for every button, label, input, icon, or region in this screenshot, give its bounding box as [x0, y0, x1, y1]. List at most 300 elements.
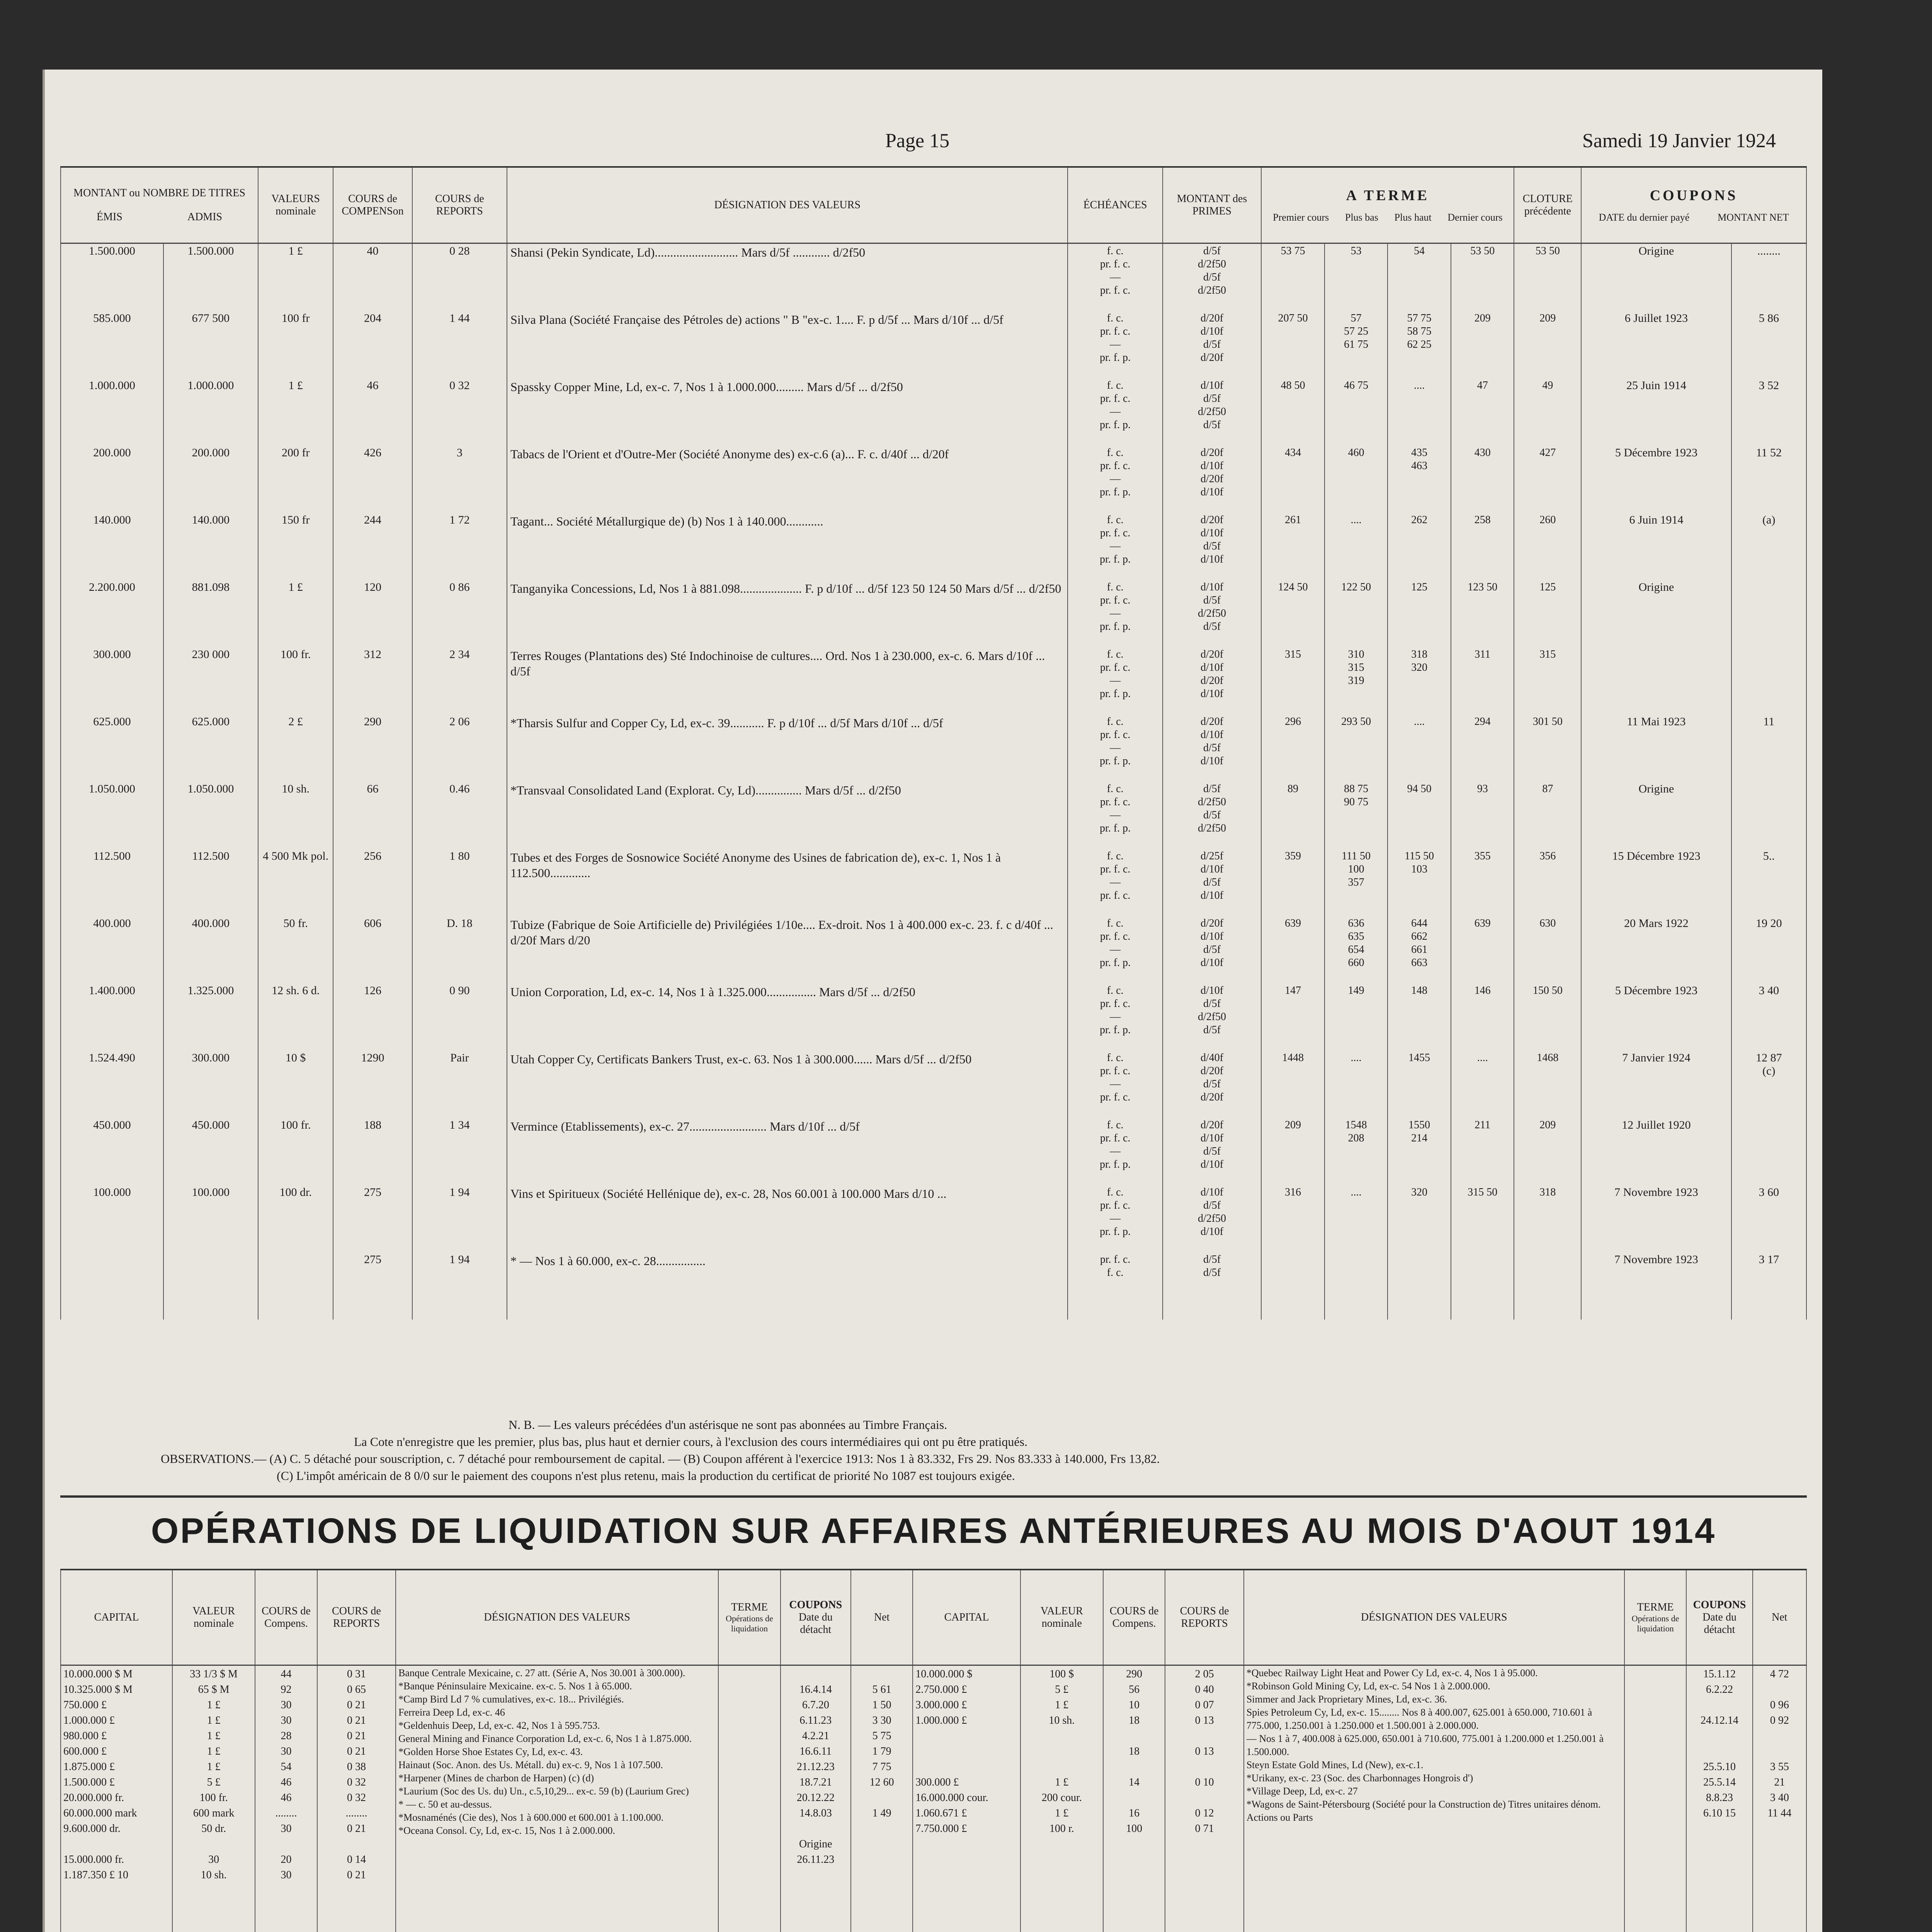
- lt-cell: [1624, 1665, 1687, 1932]
- quote-cell-p: 639: [1261, 916, 1325, 983]
- lt-cell: 2 05 0 40 0 07 0 13 0 13 0 10 0 12 0 71: [1165, 1665, 1243, 1932]
- quote-cell-name: *Transvaal Consolidated Land (Explorat. Cy, Ld)............... Mars d/5f ... d/2f50: [507, 782, 1068, 849]
- quote-cell-date: 15 Décembre 1923: [1581, 849, 1731, 916]
- quote-cell-emis: 2.200.000: [61, 580, 163, 647]
- quote-cell-ech: f. c. pr. f. c. — pr. f. p.: [1068, 916, 1162, 983]
- col-cloture: CLOTURE précédente: [1514, 167, 1581, 243]
- lt-capital-r: CAPITAL: [913, 1570, 1020, 1665]
- quote-cell-b: 636 635 654 660: [1325, 916, 1388, 983]
- quote-cell-ech: f. c. pr. f. c. — pr. f. p.: [1068, 446, 1162, 513]
- note-nb: N. B. — Les valeurs précédées d'un astérisque ne sont pas abonnées au Timbre Français.: [509, 1418, 947, 1432]
- quote-cell-val: 200 fr: [258, 446, 333, 513]
- quote-cell-h: 1550 214: [1388, 1118, 1451, 1185]
- quote-cell-d: 209: [1451, 311, 1514, 378]
- quote-cell-val: 10 $: [258, 1051, 333, 1118]
- quote-cell-rep: 0.46: [412, 782, 507, 849]
- col-primes: MONTANT des PRIMES: [1163, 167, 1262, 243]
- quote-cell-b: 1548 208: [1325, 1118, 1388, 1185]
- col-a-terme: A TERME Premier cours Plus bas Plus haut Dernier cours: [1261, 167, 1514, 243]
- quote-cell-h: 435 463: [1388, 446, 1451, 513]
- liquidation-title: OPÉRATIONS DE LIQUIDATION SUR AFFAIRES ANTÉRIEURES AU MOIS D'AOUT 1914: [151, 1511, 1716, 1551]
- quote-cell-clo: 427: [1514, 446, 1581, 513]
- main-table-body: [61, 243, 1806, 1320]
- quote-cell-primes: d/5f d/2f50 d/5f d/2f50: [1163, 243, 1262, 311]
- quote-cell-d: 53 50: [1451, 243, 1514, 311]
- quote-cell-comp: 188: [333, 1118, 412, 1185]
- quote-cell-ech: f. c. pr. f. c. — pr. f. p.: [1068, 378, 1162, 446]
- quote-cell-ech: f. c. pr. f. c. — pr. f. p.: [1068, 983, 1162, 1051]
- quote-cell-val: 50 fr.: [258, 916, 333, 983]
- quote-row: [61, 580, 1806, 647]
- quote-cell-admis: 100.000: [163, 1185, 258, 1252]
- quote-cell-emis: 1.400.000: [61, 983, 163, 1051]
- quote-cell-p: 207 50: [1261, 311, 1325, 378]
- quote-cell-admis: 300.000: [163, 1051, 258, 1118]
- quote-cell-d: ....: [1451, 1051, 1514, 1118]
- quote-cell-primes: d/5f d/5f: [1163, 1252, 1262, 1320]
- quote-cell-name: Tubes et des Forges de Sosnowice Société Anonyme des Usines de fabrication de), ex-c. 1, Nos 1 à 112.500.............: [507, 849, 1068, 916]
- quote-cell-name: Utah Copper Cy, Certificats Bankers Trust, ex-c. 63. Nos 1 à 300.000...... Mars d/5f ... d/2f50: [507, 1051, 1068, 1118]
- quote-cell-b: ....: [1325, 1185, 1388, 1252]
- quote-cell-admis: 200.000: [163, 446, 258, 513]
- quote-cell-comp: 606: [333, 916, 412, 983]
- quote-cell-admis: 450.000: [163, 1118, 258, 1185]
- quote-cell-rep: 1 44: [412, 311, 507, 378]
- quote-cell-net: ........: [1731, 243, 1806, 311]
- quote-cell-admis: [163, 1252, 258, 1320]
- quote-cell-rep: 1 94: [412, 1252, 507, 1320]
- quote-cell-p: 316: [1261, 1185, 1325, 1252]
- lt-cell: 16.4.14 6.7.20 6.11.23 4.2.21 16.6.11 21.12.23 18.7.21 20.12.22 14.8.03 Origine 26.11.23: [781, 1665, 851, 1932]
- quote-cell-date: Origine: [1581, 243, 1731, 311]
- lt-cell: 4 72 0 96 0 92 3 55 21 3 40 11 44: [1753, 1665, 1806, 1932]
- lt-cours-comp-r: COURS de Compens.: [1103, 1570, 1165, 1665]
- quote-cell-val: 150 fr: [258, 513, 333, 580]
- quote-cell-comp: 66: [333, 782, 412, 849]
- quote-cell-name: Shansi (Pekin Syndicate, Ld)........................... Mars d/5f ............ d/2f50: [507, 243, 1068, 311]
- quote-cell-emis: 400.000: [61, 916, 163, 983]
- quote-row: [61, 446, 1806, 513]
- separator: [60, 1495, 1807, 1498]
- quote-cell-primes: d/10f d/5f d/2f50 d/5f: [1163, 983, 1262, 1051]
- quote-cell-name: *Tharsis Sulfur and Copper Cy, Ld, ex-c. 39........... F. p d/10f ... d/5f Mars d/10f ... d/5f: [507, 714, 1068, 782]
- quote-cell-p: [1261, 1252, 1325, 1320]
- quote-cell-val: 1 £: [258, 378, 333, 446]
- quote-cell-h: 318 320: [1388, 647, 1451, 714]
- quote-cell-p: 1448: [1261, 1051, 1325, 1118]
- quote-cell-val: 2 £: [258, 714, 333, 782]
- quote-cell-comp: 256: [333, 849, 412, 916]
- lt-cell: 100 $ 5 £ 1 £ 10 sh. 1 £ 200 cour. 1 £ 100 r.: [1020, 1665, 1103, 1932]
- quote-cell-comp: 244: [333, 513, 412, 580]
- quote-cell-p: 124 50: [1261, 580, 1325, 647]
- lt-cell: [718, 1665, 781, 1932]
- quote-cell-emis: 1.050.000: [61, 782, 163, 849]
- lt-terme: TERME Opérations de liquidation: [718, 1570, 781, 1665]
- quote-cell-rep: 1 34: [412, 1118, 507, 1185]
- lt-capital: CAPITAL: [61, 1570, 172, 1665]
- quote-cell-admis: 230 000: [163, 647, 258, 714]
- quote-cell-date: Origine: [1581, 782, 1731, 849]
- quote-cell-net: 5 86: [1731, 311, 1806, 378]
- quote-cell-clo: 356: [1514, 849, 1581, 916]
- quote-cell-emis: 1.524.490: [61, 1051, 163, 1118]
- quote-cell-clo: 318: [1514, 1185, 1581, 1252]
- lt-designation: DÉSIGNATION DES VALEURS: [396, 1570, 718, 1665]
- quote-cell-rep: 1 94: [412, 1185, 507, 1252]
- quote-row: [61, 243, 1806, 311]
- quote-cell-primes: d/20f d/10f d/5f d/10f: [1163, 513, 1262, 580]
- lt-cell: Banque Centrale Mexicaine, c. 27 att. (Série A, Nos 30.001 à 300.000). *Banque Péninsulaire Mexicaine. ex-c. 5. Nos 1 à 65.000. *Camp Bird Ld 7 % cumulatives, ex-c. 18... Privilégiés. Ferreira Deep Ld, ex-c. 46 *Geldenhuis Deep, Ld, ex-c. 42, Nos 1 à 595.753. General Mining and Finance Corporation Ld, ex-c. 6, Nos 1 à 1.875.000. *Golden Horse Shoe Estates Cy, Ld, ex-c. 43. Hainaut (Soc. Anon. des Us. Métall. du) ex-c. 9, Nos 1 à 107.500. *Harpener (Mines de charbon de Harpen) (c) (d) *Laurium (Soc des Us. du) Un., c.5,10,29... ex-c. 59 (b) (Laurium Grec) * — c. 50 et au-dessus. *Mosnaménés (Cie des), Nos 1 à 600.000 et 600.001 à 1.100.000. *Oceana Consol. Cy, Ld, ex-c. 15, Nos 1 à 2.000.000.: [396, 1665, 718, 1932]
- quote-cell-h: 115 50 103: [1388, 849, 1451, 916]
- quote-cell-ech: f. c. pr. f. c. — pr. f. p.: [1068, 1118, 1162, 1185]
- quote-cell-primes: d/25f d/10f d/5f d/10f: [1163, 849, 1262, 916]
- lt-cell: *Quebec Railway Light Heat and Power Cy Ld, ex-c. 4, Nos 1 à 95.000. *Robinson Gold Mining Cy, Ld, ex-c. 54 Nos 1 à 2.000.000. Simmer and Jack Proprietary Mines, Ld, ex-c. 36. Spies Petroleum Cy, Ld, ex-c. 15........ Nos 8 à 400.007, 625.001 à 650.000, 710.601 à 775.000, 1.250.001 à 1.250.000 et 1.500.001 à 2.000.000. — Nos 1 à 7, 400.008 à 625.000, 650.001 à 710.600, 775.001 à 1.200.000 et 1.250.001 à 1.500.000. Steyn Estate Gold Mines, Ld (New), ex-c.1. *Urikany, ex-c. 23 (Soc. des Charbonnages Hongrois d') *Village Deep, Ld, ex-c. 27 *Wagons de Saint-Pétersbourg (Société pour la Construction de) Titres unitaires dénom. Actions ou Parts: [1244, 1665, 1624, 1932]
- lt-valeur-r: VALEUR nominale: [1020, 1570, 1103, 1665]
- quote-cell-b: ....: [1325, 1051, 1388, 1118]
- quote-cell-p: 89: [1261, 782, 1325, 849]
- quote-cell-name: Union Corporation, Ld, ex-c. 14, Nos 1 à 1.325.000................ Mars d/5f ... d/2f50: [507, 983, 1068, 1051]
- col-montant-net: MONTANT NET: [1718, 212, 1789, 223]
- quote-cell-primes: d/10f d/5f d/2f50 d/10f: [1163, 1185, 1262, 1252]
- quote-cell-b: 310 315 319: [1325, 647, 1388, 714]
- quote-cell-ech: f. c. pr. f. c. — pr. f. p.: [1068, 647, 1162, 714]
- quote-cell-primes: d/20f d/10f d/5f d/10f: [1163, 1118, 1262, 1185]
- quote-cell-name: Spassky Copper Mine, Ld, ex-c. 7, Nos 1 à 1.000.000......... Mars d/5f ... d/2f50: [507, 378, 1068, 446]
- main-quotes-table: [60, 166, 1807, 1320]
- quote-cell-comp: 40: [333, 243, 412, 311]
- quote-cell-primes: d/10f d/5f d/2f50 d/5f: [1163, 378, 1262, 446]
- quote-cell-p: 359: [1261, 849, 1325, 916]
- quote-cell-admis: 400.000: [163, 916, 258, 983]
- quote-row: [61, 311, 1806, 378]
- quote-cell-comp: 275: [333, 1185, 412, 1252]
- newspaper-page: [43, 70, 1822, 1932]
- quote-cell-net: 11 52: [1731, 446, 1806, 513]
- lt-cours-comp: COURS de Compens.: [255, 1570, 317, 1665]
- quote-cell-clo: 315: [1514, 647, 1581, 714]
- quote-cell-net: 3 60: [1731, 1185, 1806, 1252]
- quote-row: [61, 782, 1806, 849]
- quote-cell-primes: d/20f d/10f d/5f d/20f: [1163, 311, 1262, 378]
- quote-cell-admis: 1.000.000: [163, 378, 258, 446]
- quote-cell-comp: 312: [333, 647, 412, 714]
- quote-cell-primes: d/20f d/10f d/5f d/10f: [1163, 916, 1262, 983]
- quote-cell-ech: f. c. pr. f. c. — pr. f. c.: [1068, 849, 1162, 916]
- quote-cell-net: 19 20: [1731, 916, 1806, 983]
- quote-cell-primes: d/20f d/10f d/20f d/10f: [1163, 647, 1262, 714]
- note-cote: La Cote n'enregistre que les premier, plus bas, plus haut et dernier cours, à l'exclusion des cours intermédiaires qui ont pu être pratiqués.: [354, 1435, 1028, 1449]
- quote-row: [61, 714, 1806, 782]
- quote-cell-h: 148: [1388, 983, 1451, 1051]
- quote-cell-ech: f. c. pr. f. c. — pr. f. p.: [1068, 311, 1162, 378]
- quote-row: [61, 513, 1806, 580]
- quote-cell-val: 10 sh.: [258, 782, 333, 849]
- quote-cell-emis: 112.500: [61, 849, 163, 916]
- quote-cell-primes: d/5f d/2f50 d/5f d/2f50: [1163, 782, 1262, 849]
- lt-net: Net: [851, 1570, 913, 1665]
- quote-cell-name: Tanganyika Concessions, Ld, Nos 1 à 881.098.................... F. p d/10f ... d/5f 123 50 124 50 Mars d/5f ... d/2f50: [507, 580, 1068, 647]
- quote-cell-net: 3 17: [1731, 1252, 1806, 1320]
- lt-cours-rep-r: COURS de REPORTS: [1165, 1570, 1243, 1665]
- quote-cell-clo: 301 50: [1514, 714, 1581, 782]
- quote-cell-date: Origine: [1581, 580, 1731, 647]
- quote-row: [61, 1051, 1806, 1118]
- quote-cell-b: ....: [1325, 513, 1388, 580]
- col-dernier: Dernier cours: [1447, 212, 1503, 223]
- quote-cell-val: [258, 1252, 333, 1320]
- note-impot: (C) L'impôt américain de 8 0/0 sur le paiement des coupons n'est plus retenu, mais la production du certificat de priorité No 1087 est toujours exigée.: [277, 1469, 1015, 1483]
- quote-cell-rep: 2 06: [412, 714, 507, 782]
- quote-cell-comp: 426: [333, 446, 412, 513]
- quote-cell-clo: [1514, 1252, 1581, 1320]
- col-cours-rep: COURS de REPORTS: [412, 167, 507, 243]
- col-echeances: ÉCHÉANCES: [1068, 167, 1162, 243]
- quote-cell-net: 3 40: [1731, 983, 1806, 1051]
- quote-cell-p: 261: [1261, 513, 1325, 580]
- quote-cell-clo: 1468: [1514, 1051, 1581, 1118]
- lt-net-r: Net: [1753, 1570, 1806, 1665]
- quote-cell-name: Terres Rouges (Plantations des) Sté Indochinoise de cultures.... Ord. Nos 1 à 230.000, ex-c. 6. Mars d/10f ... d/5f: [507, 647, 1068, 714]
- quote-cell-p: 315: [1261, 647, 1325, 714]
- quote-cell-h: 644 662 661 663: [1388, 916, 1451, 983]
- quote-cell-date: [1581, 647, 1731, 714]
- quote-cell-clo: 53 50: [1514, 243, 1581, 311]
- col-plus-bas: Plus bas: [1345, 212, 1378, 223]
- lt-cell: 5 61 1 50 3 30 5 75 1 79 7 75 12 60 1 49: [851, 1665, 913, 1932]
- quote-cell-h: 1455: [1388, 1051, 1451, 1118]
- quote-row: [61, 1118, 1806, 1185]
- main-notes: [161, 1416, 1706, 1484]
- lt-cell: 10.000.000 $ 2.750.000 £ 3.000.000 £ 1.000.000 £ 300.000 £ 16.000.000 cour. 1.060.671 £ 7.750.000 £: [913, 1665, 1020, 1932]
- quote-cell-ech: f. c. pr. f. c. — pr. f. c.: [1068, 243, 1162, 311]
- quote-cell-d: 211: [1451, 1118, 1514, 1185]
- quote-cell-d: 639: [1451, 916, 1514, 983]
- quote-cell-p: 209: [1261, 1118, 1325, 1185]
- quote-cell-clo: 209: [1514, 1118, 1581, 1185]
- quote-cell-b: 111 50 100 357: [1325, 849, 1388, 916]
- quote-row: [61, 1252, 1806, 1320]
- quote-cell-admis: 1.500.000: [163, 243, 258, 311]
- page-number: Page 15: [885, 130, 950, 152]
- quote-cell-date: 25 Juin 1914: [1581, 378, 1731, 446]
- quote-cell-admis: 140.000: [163, 513, 258, 580]
- quote-cell-val: 12 sh. 6 d.: [258, 983, 333, 1051]
- quote-cell-p: 434: [1261, 446, 1325, 513]
- quote-cell-b: 88 75 90 75: [1325, 782, 1388, 849]
- quote-cell-primes: d/20f d/10f d/5f d/10f: [1163, 714, 1262, 782]
- quote-cell-b: 460: [1325, 446, 1388, 513]
- quote-cell-emis: 1.000.000: [61, 378, 163, 446]
- quote-cell-comp: 204: [333, 311, 412, 378]
- quote-cell-date: 5 Décembre 1923: [1581, 983, 1731, 1051]
- quote-row: [61, 849, 1806, 916]
- quote-cell-date: 5 Décembre 1923: [1581, 446, 1731, 513]
- col-admis: ADMIS: [187, 211, 223, 223]
- quote-cell-val: 100 fr: [258, 311, 333, 378]
- quote-cell-name: Tabacs de l'Orient et d'Outre-Mer (Société Anonyme des) ex-c.6 (a)... F. c. d/40f ... d/20f: [507, 446, 1068, 513]
- quote-cell-emis: 1.500.000: [61, 243, 163, 311]
- quote-cell-clo: 260: [1514, 513, 1581, 580]
- quote-row: [61, 378, 1806, 446]
- quote-cell-b: 293 50: [1325, 714, 1388, 782]
- quote-cell-name: * — Nos 1 à 60.000, ex-c. 28................: [507, 1252, 1068, 1320]
- quote-cell-val: 1 £: [258, 243, 333, 311]
- quote-cell-b: 122 50: [1325, 580, 1388, 647]
- quote-cell-h: 125: [1388, 580, 1451, 647]
- quote-cell-name: Tubize (Fabrique de Soie Artificielle de) Privilégiées 1/10e.... Ex-droit. Nos 1 à 400.000 ex-c. 23. f. c d/40f ... d/20f Mars d/20: [507, 916, 1068, 983]
- quote-cell-admis: 677 500: [163, 311, 258, 378]
- quote-cell-d: 47: [1451, 378, 1514, 446]
- quote-cell-net: [1731, 580, 1806, 647]
- quote-cell-b: [1325, 1252, 1388, 1320]
- quote-cell-net: [1731, 647, 1806, 714]
- quote-cell-net: (a): [1731, 513, 1806, 580]
- quote-cell-comp: 290: [333, 714, 412, 782]
- quote-cell-comp: 126: [333, 983, 412, 1051]
- quote-cell-val: 1 £: [258, 580, 333, 647]
- quote-row: [61, 647, 1806, 714]
- quote-cell-val: 4 500 Mk pol.: [258, 849, 333, 916]
- quote-cell-rep: 0 28: [412, 243, 507, 311]
- quote-cell-date: 6 Juillet 1923: [1581, 311, 1731, 378]
- quote-cell-clo: 630: [1514, 916, 1581, 983]
- quote-cell-admis: 1.050.000: [163, 782, 258, 849]
- quote-cell-p: 147: [1261, 983, 1325, 1051]
- quote-cell-p: 296: [1261, 714, 1325, 782]
- quote-cell-d: 315 50: [1451, 1185, 1514, 1252]
- quote-cell-emis: 140.000: [61, 513, 163, 580]
- lt-cell: 44 92 30 30 28 30 54 46 46 ........ 30 20 30: [255, 1665, 317, 1932]
- quote-cell-ech: f. c. pr. f. c. — pr. f. p.: [1068, 580, 1162, 647]
- quote-cell-rep: 0 32: [412, 378, 507, 446]
- quote-cell-clo: 49: [1514, 378, 1581, 446]
- col-montant: MONTANT ou NOMBRE DE TITRES ÉMIS ADMIS: [61, 167, 258, 243]
- quote-cell-ech: f. c. pr. f. c. — pr. f. c.: [1068, 1051, 1162, 1118]
- quote-cell-p: 53 75: [1261, 243, 1325, 311]
- quote-cell-date: 12 Juillet 1920: [1581, 1118, 1731, 1185]
- quote-cell-rep: D. 18: [412, 916, 507, 983]
- lt-terme-r: TERME Opérations de liquidation: [1624, 1570, 1687, 1665]
- quote-cell-h: 54: [1388, 243, 1451, 311]
- quote-cell-clo: 209: [1514, 311, 1581, 378]
- quote-cell-h: [1388, 1252, 1451, 1320]
- page-header: [45, 129, 1822, 160]
- lt-cell: 15.1.12 6.2.22 24.12.14 25.5.10 25.5.14 8.8.23 6.10 15: [1686, 1665, 1752, 1932]
- quote-cell-d: 258: [1451, 513, 1514, 580]
- quote-cell-val: 100 dr.: [258, 1185, 333, 1252]
- quote-cell-clo: 87: [1514, 782, 1581, 849]
- quote-cell-h: 94 50: [1388, 782, 1451, 849]
- liquidation-table: [60, 1569, 1807, 1932]
- lt-date-r: COUPONS Date du détacht: [1686, 1570, 1752, 1665]
- lt-valeur: VALEUR nominale: [172, 1570, 255, 1665]
- quote-cell-h: ....: [1388, 378, 1451, 446]
- lt-designation-r: DÉSIGNATION DES VALEURS: [1244, 1570, 1624, 1665]
- quote-cell-admis: 625.000: [163, 714, 258, 782]
- quote-cell-val: 100 fr.: [258, 1118, 333, 1185]
- quote-cell-d: [1451, 1252, 1514, 1320]
- quote-cell-date: 7 Janvier 1924: [1581, 1051, 1731, 1118]
- quote-cell-ech: f. c. pr. f. c. — pr. f. p.: [1068, 513, 1162, 580]
- col-cours-comp: COURS de COMPENSon: [333, 167, 412, 243]
- quote-row: [61, 916, 1806, 983]
- lt-date: COUPONS Date du détacht: [781, 1570, 851, 1665]
- quote-cell-ech: pr. f. c. f. c.: [1068, 1252, 1162, 1320]
- quote-cell-d: 123 50: [1451, 580, 1514, 647]
- quote-cell-b: 53: [1325, 243, 1388, 311]
- quote-cell-date: 6 Juin 1914: [1581, 513, 1731, 580]
- lt-cell: 290 56 10 18 18 14 16 100: [1103, 1665, 1165, 1932]
- quote-cell-net: 5..: [1731, 849, 1806, 916]
- quote-cell-admis: 881.098: [163, 580, 258, 647]
- quote-cell-emis: [61, 1252, 163, 1320]
- quote-cell-rep: Pair: [412, 1051, 507, 1118]
- quote-cell-emis: 625.000: [61, 714, 163, 782]
- quote-cell-clo: 150 50: [1514, 983, 1581, 1051]
- quote-cell-b: 57 57 25 61 75: [1325, 311, 1388, 378]
- lt-cours-rep: COURS de REPORTS: [317, 1570, 396, 1665]
- quote-cell-primes: d/10f d/5f d/2f50 d/5f: [1163, 580, 1262, 647]
- note-observations: OBSERVATIONS.— (A) C. 5 détaché pour souscription, c. 7 détaché pour remboursement de capital. — (B) Coupon afférent à l'exercice 1913: Nos 1 à 83.332, Frs 29. Nos 83.333 à 140.000, Frs 13,82.: [161, 1452, 1160, 1466]
- quote-cell-primes: d/20f d/10f d/20f d/10f: [1163, 446, 1262, 513]
- quote-cell-h: ....: [1388, 714, 1451, 782]
- quote-cell-d: 311: [1451, 647, 1514, 714]
- lt-cell: 33 1/3 $ M 65 $ M 1 £ 1 £ 1 £ 1 £ 1 £ 5 £ 100 fr. 600 mark 50 dr. 30 10 sh.: [172, 1665, 255, 1932]
- quote-cell-net: [1731, 1118, 1806, 1185]
- quote-cell-d: 430: [1451, 446, 1514, 513]
- quote-cell-name: Vermince (Etablissements), ex-c. 27......................... Mars d/10f ... d/5f: [507, 1118, 1068, 1185]
- col-date-paye: DATE du dernier payé: [1599, 212, 1690, 223]
- quote-cell-d: 355: [1451, 849, 1514, 916]
- quote-cell-name: Silva Plana (Société Française des Pétroles de) actions " B "ex-c. 1.... F. p d/5f ... Mars d/10f ... d/5f: [507, 311, 1068, 378]
- quote-cell-emis: 450.000: [61, 1118, 163, 1185]
- quote-cell-rep: 2 34: [412, 647, 507, 714]
- quote-cell-val: 100 fr.: [258, 647, 333, 714]
- quote-cell-h: 57 75 58 75 62 25: [1388, 311, 1451, 378]
- quote-cell-emis: 585.000: [61, 311, 163, 378]
- quote-cell-rep: 1 72: [412, 513, 507, 580]
- quote-cell-net: 12 87 (c): [1731, 1051, 1806, 1118]
- quote-cell-d: 93: [1451, 782, 1514, 849]
- quote-cell-b: 46 75: [1325, 378, 1388, 446]
- quote-cell-name: Tagant... Société Métallurgique de) (b) Nos 1 à 140.000............: [507, 513, 1068, 580]
- quote-cell-net: 3 52: [1731, 378, 1806, 446]
- quote-cell-ech: f. c. pr. f. c. — pr. f. p.: [1068, 1185, 1162, 1252]
- quote-cell-ech: f. c. pr. f. c. — pr. f. p.: [1068, 782, 1162, 849]
- quote-cell-d: 294: [1451, 714, 1514, 782]
- col-emis: ÉMIS: [96, 211, 122, 223]
- quote-cell-ech: f. c. pr. f. c. — pr. f. p.: [1068, 714, 1162, 782]
- quote-row: [61, 1185, 1806, 1252]
- quote-cell-p: 48 50: [1261, 378, 1325, 446]
- col-coupons: COUPONS DATE du dernier payé MONTANT NET: [1581, 167, 1806, 243]
- col-designation: DÉSIGNATION DES VALEURS: [507, 167, 1068, 243]
- quote-cell-date: 11 Mai 1923: [1581, 714, 1731, 782]
- col-premier: Premier cours: [1273, 212, 1329, 223]
- lt-cell: 0 31 0 65 0 21 0 21 0 21 0 21 0 38 0 32 0 32 ........ 0 21 0 14 0 21: [317, 1665, 396, 1932]
- quote-cell-admis: 112.500: [163, 849, 258, 916]
- quote-cell-date: 7 Novembre 1923: [1581, 1252, 1731, 1320]
- quote-cell-comp: 120: [333, 580, 412, 647]
- quote-cell-b: 149: [1325, 983, 1388, 1051]
- quote-cell-primes: d/40f d/20f d/5f d/20f: [1163, 1051, 1262, 1118]
- quote-cell-comp: 46: [333, 378, 412, 446]
- quote-cell-date: 20 Mars 1922: [1581, 916, 1731, 983]
- col-valeurs: VALEURS nominale: [258, 167, 333, 243]
- quote-cell-rep: 0 90: [412, 983, 507, 1051]
- quote-cell-date: 7 Novembre 1923: [1581, 1185, 1731, 1252]
